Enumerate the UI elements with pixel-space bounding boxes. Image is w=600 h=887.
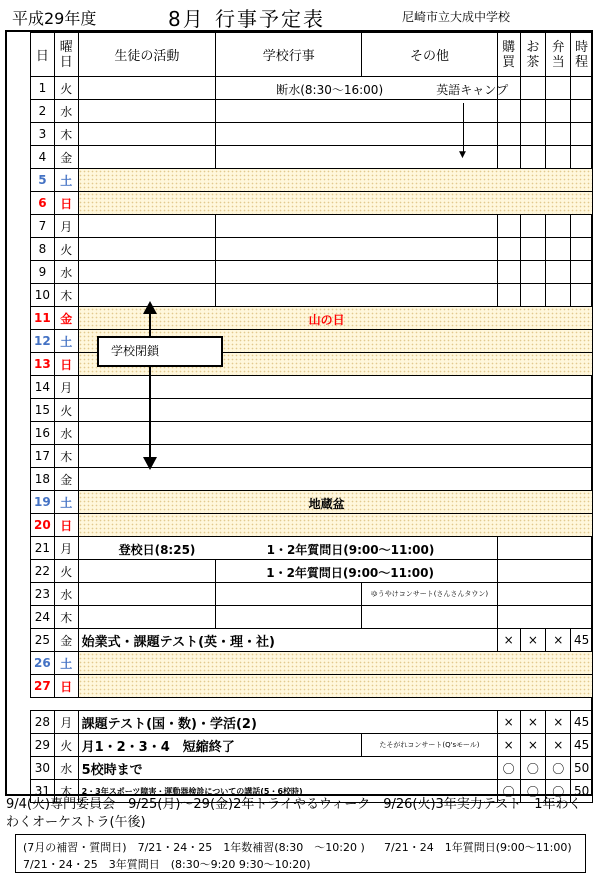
holiday-name: 地蔵盆 bbox=[308, 497, 345, 511]
weekday-cell: 月 bbox=[54, 376, 78, 399]
footer-note: 9/4(火)専門委員会 9/25(月)〜29(金)2年トライやるウィーク 9/26(火)3年実力テスト 1年わくわくオーケストラ(午後) bbox=[6, 797, 582, 830]
periods-cell: 50 bbox=[571, 757, 593, 780]
table-row bbox=[31, 261, 593, 284]
weekday-cell: 火 bbox=[54, 560, 78, 583]
weekday-cell: 土 bbox=[54, 330, 78, 353]
holiday-cell bbox=[78, 652, 592, 675]
students-cell: 5校時まで bbox=[78, 757, 497, 780]
day-cell: 23 bbox=[31, 583, 55, 606]
table-row bbox=[31, 307, 593, 330]
day-cell: 10 bbox=[31, 284, 55, 307]
day-cell: 8 bbox=[31, 238, 55, 261]
col-students: 生徒の活動 bbox=[78, 33, 216, 77]
header-title: 行事予定表 bbox=[215, 7, 325, 31]
holiday-cell bbox=[78, 514, 592, 537]
table-row bbox=[31, 468, 593, 491]
day-cell: 17 bbox=[31, 445, 55, 468]
weekday-cell: 水 bbox=[54, 422, 78, 445]
table-row bbox=[31, 77, 593, 100]
col-weekday: 曜日 bbox=[54, 33, 78, 77]
day-cell: 11 bbox=[31, 307, 55, 330]
school-event-text: 1・2年質問日(9:00〜11:00) bbox=[266, 566, 434, 580]
weekday-cell: 木 bbox=[54, 123, 78, 146]
purchase-cell: × bbox=[497, 629, 520, 652]
day-cell: 4 bbox=[31, 146, 55, 169]
day-cell: 18 bbox=[31, 468, 55, 491]
weekday-cell: 土 bbox=[54, 491, 78, 514]
table-row bbox=[31, 560, 593, 583]
weekday-cell: 木 bbox=[54, 780, 78, 803]
day-cell: 31 bbox=[31, 780, 55, 803]
weekday-cell: 日 bbox=[54, 192, 78, 215]
day-cell: 13 bbox=[31, 353, 55, 376]
table-row bbox=[31, 284, 593, 307]
tea-cell: 〇 bbox=[520, 757, 546, 780]
holiday-cell bbox=[78, 192, 592, 215]
day-cell: 5 bbox=[31, 169, 55, 192]
table-row bbox=[31, 757, 593, 780]
weekday-cell: 水 bbox=[54, 757, 78, 780]
periods-cell: 45 bbox=[571, 711, 593, 734]
col-other: その他 bbox=[362, 33, 498, 77]
holiday-name: 山の日 bbox=[308, 313, 345, 327]
events-cell bbox=[78, 537, 497, 560]
day-cell: 19 bbox=[31, 491, 55, 514]
table-row bbox=[31, 675, 593, 698]
day-cell: 16 bbox=[31, 422, 55, 445]
day-cell: 20 bbox=[31, 514, 55, 537]
day-cell: 3 bbox=[31, 123, 55, 146]
supplementary-line: (7月の補習・質問日) 7/21・24・25 1年数補習(8:30 〜10:20 ) bbox=[23, 841, 365, 854]
schedule-frame bbox=[5, 30, 593, 799]
lunch-cell: 〇 bbox=[546, 757, 571, 780]
lunch-cell: × bbox=[546, 734, 571, 757]
other-event-text: 英語キャンプ bbox=[436, 83, 509, 97]
table-row bbox=[31, 238, 593, 261]
day-cell: 30 bbox=[31, 757, 55, 780]
day-cell: 27 bbox=[31, 675, 55, 698]
periods-cell: 50 bbox=[571, 780, 593, 803]
weekday-cell: 金 bbox=[54, 629, 78, 652]
tea-cell: 〇 bbox=[520, 780, 546, 803]
table-row bbox=[31, 192, 593, 215]
school-closure-box: 学校閉鎖 bbox=[97, 336, 223, 367]
purchase-cell: 〇 bbox=[497, 757, 520, 780]
weekday-cell: 火 bbox=[54, 77, 78, 100]
day-cell: 28 bbox=[31, 711, 55, 734]
day-cell: 26 bbox=[31, 652, 55, 675]
day-cell: 6 bbox=[31, 192, 55, 215]
header-row bbox=[31, 33, 593, 77]
holiday-cell bbox=[78, 491, 592, 514]
day-cell: 21 bbox=[31, 537, 55, 560]
weekday-cell: 金 bbox=[54, 468, 78, 491]
students-cell: 始業式・課題テスト(英・理・社) bbox=[78, 629, 497, 652]
other-cell: ゆうやけコンサート(さんさんタウン) bbox=[362, 583, 498, 606]
weekday-cell: 日 bbox=[54, 514, 78, 537]
table-row bbox=[31, 583, 593, 606]
school-event-text: 1・2年質問日(9:00〜11:00) bbox=[266, 543, 435, 557]
day-cell: 9 bbox=[31, 261, 55, 284]
weekday-cell: 日 bbox=[54, 675, 78, 698]
tea-cell: × bbox=[520, 734, 546, 757]
table-row bbox=[31, 422, 593, 445]
tea-cell: × bbox=[520, 711, 546, 734]
weekday-cell: 水 bbox=[54, 100, 78, 123]
weekday-cell: 月 bbox=[54, 711, 78, 734]
day-cell: 22 bbox=[31, 560, 55, 583]
schedule-table bbox=[30, 32, 593, 803]
other-cell: たそがれコンサート(Q'sモール) bbox=[362, 734, 498, 757]
school-event-text: 断水(8:30〜16:00) bbox=[276, 83, 384, 97]
purchase-cell: × bbox=[497, 734, 520, 757]
day-cell: 25 bbox=[31, 629, 55, 652]
table-row bbox=[31, 734, 593, 757]
students-cell: 2・3年スポーツ障害・運動器検診についての講話(5・6校時) bbox=[78, 780, 497, 803]
col-lunch: 弁当 bbox=[546, 33, 571, 77]
holiday-cell bbox=[78, 169, 592, 192]
students-cell: 課題テスト(国・数)・学活(2) bbox=[78, 711, 497, 734]
table-row bbox=[31, 652, 593, 675]
table-row bbox=[31, 445, 593, 468]
day-cell: 14 bbox=[31, 376, 55, 399]
table-row bbox=[31, 491, 593, 514]
weekday-cell: 土 bbox=[54, 652, 78, 675]
tea-cell: × bbox=[520, 629, 546, 652]
day-cell: 2 bbox=[31, 100, 55, 123]
table-row bbox=[31, 711, 593, 734]
arrow-down-icon: ▼ bbox=[459, 150, 466, 160]
header-month: 8月 bbox=[168, 7, 205, 31]
weekday-cell: 木 bbox=[54, 606, 78, 629]
day-cell: 1 bbox=[31, 77, 55, 100]
table-row bbox=[31, 376, 593, 399]
purchase-cell: 〇 bbox=[497, 780, 520, 803]
lunch-cell: 〇 bbox=[546, 780, 571, 803]
table-row bbox=[31, 123, 593, 146]
table-row bbox=[31, 399, 593, 422]
day-cell: 12 bbox=[31, 330, 55, 353]
header-era: 平成29年度 bbox=[12, 9, 97, 28]
weekday-cell: 土 bbox=[54, 169, 78, 192]
weekday-cell: 水 bbox=[54, 261, 78, 284]
table-row bbox=[31, 514, 593, 537]
events-cell bbox=[216, 77, 509, 100]
weekday-cell: 火 bbox=[54, 238, 78, 261]
weekday-cell: 日 bbox=[54, 353, 78, 376]
col-school-events: 学校行事 bbox=[216, 33, 362, 77]
table-row bbox=[31, 629, 593, 652]
col-day: 日 bbox=[31, 33, 55, 77]
students-cell: 月1・2・3・4 短縮終了 bbox=[78, 734, 362, 757]
supplementary-box bbox=[15, 834, 586, 873]
students-text: 登校日(8:25) bbox=[118, 543, 196, 557]
weekday-cell: 木 bbox=[54, 284, 78, 307]
table-row bbox=[31, 100, 593, 123]
holiday-cell bbox=[78, 675, 592, 698]
supplementary-line: 7/21・24・25 3年質問日 (8:30〜9:20 9:30〜10:20) bbox=[23, 858, 311, 871]
table-row bbox=[31, 215, 593, 238]
lunch-cell: × bbox=[546, 629, 571, 652]
weekday-cell: 水 bbox=[54, 583, 78, 606]
col-tea: お茶 bbox=[520, 33, 546, 77]
closure-span-line bbox=[149, 312, 151, 460]
lunch-cell: × bbox=[546, 711, 571, 734]
table-row bbox=[31, 606, 593, 629]
purchase-cell: × bbox=[497, 711, 520, 734]
header-school: 尼崎市立大成中学校 bbox=[402, 10, 511, 24]
arrow-up-icon bbox=[143, 301, 157, 314]
table-row bbox=[31, 169, 593, 192]
students-cell bbox=[78, 77, 216, 100]
weekday-cell: 金 bbox=[54, 146, 78, 169]
weekday-cell: 木 bbox=[54, 445, 78, 468]
table-row bbox=[31, 146, 593, 169]
weekday-cell: 火 bbox=[54, 734, 78, 757]
day-cell: 24 bbox=[31, 606, 55, 629]
day-cell: 29 bbox=[31, 734, 55, 757]
weekday-cell: 火 bbox=[54, 399, 78, 422]
col-periods: 時程 bbox=[571, 33, 593, 77]
weekday-cell: 月 bbox=[54, 215, 78, 238]
day-cell: 15 bbox=[31, 399, 55, 422]
periods-cell: 45 bbox=[571, 629, 593, 652]
arrow-down-icon bbox=[143, 457, 157, 470]
supplementary-line: 7/21・24 1年質問日(9:00〜11:00) bbox=[384, 841, 572, 854]
periods-cell: 45 bbox=[571, 734, 593, 757]
events-cell bbox=[216, 560, 498, 583]
table-row bbox=[31, 537, 593, 560]
english-camp-arrow bbox=[463, 103, 464, 153]
weekday-cell: 金 bbox=[54, 307, 78, 330]
day-cell: 7 bbox=[31, 215, 55, 238]
col-purchase: 購買 bbox=[497, 33, 520, 77]
weekday-cell: 月 bbox=[54, 537, 78, 560]
